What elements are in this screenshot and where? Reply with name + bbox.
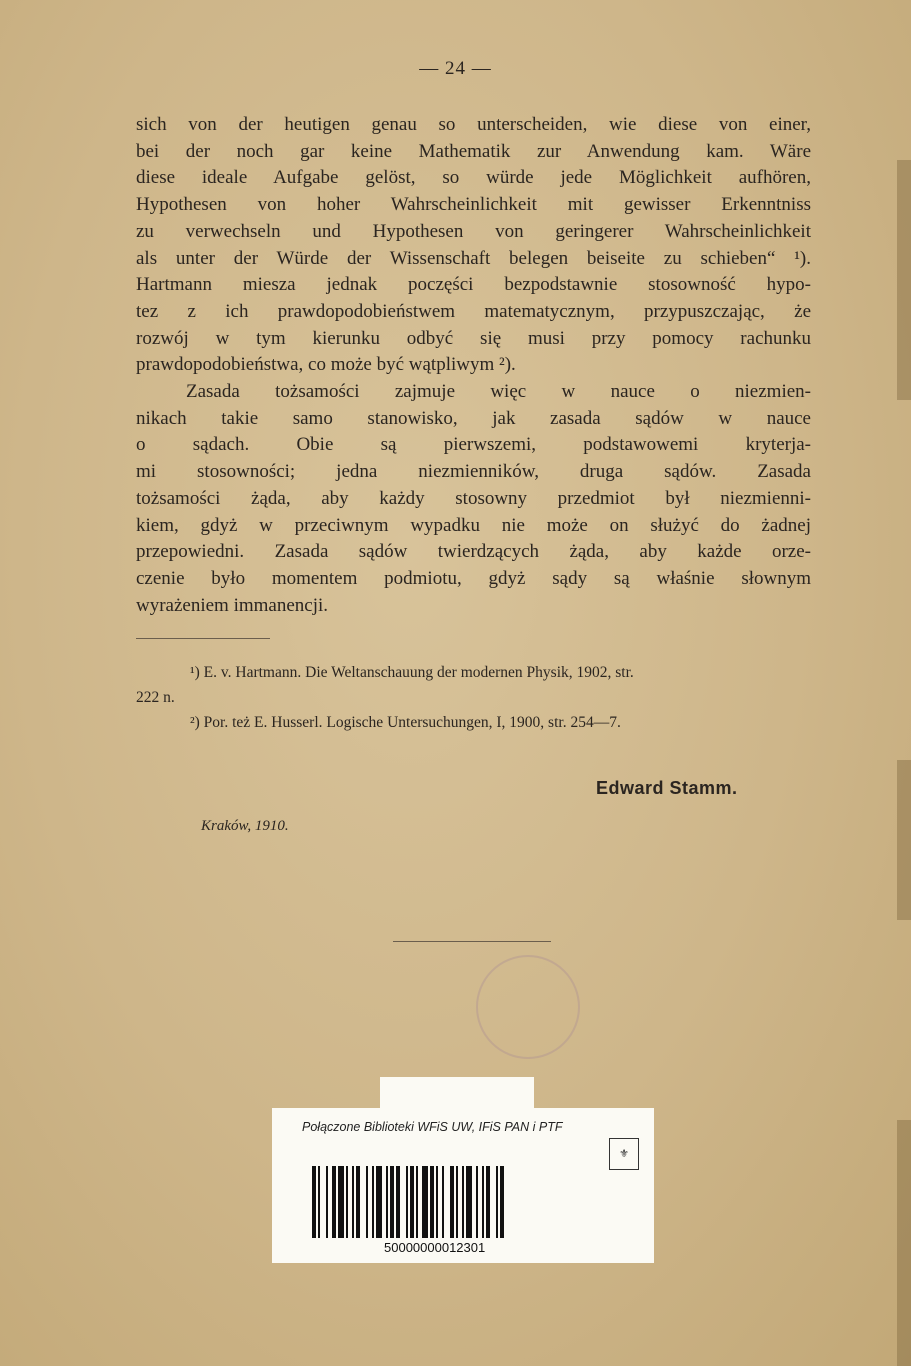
barcode-number: 50000000012301 [384,1240,486,1255]
library-name: Połączone Biblioteki WFiS UW, IFiS PAN i PTF [302,1120,563,1134]
barcode [312,1166,582,1238]
text-line: tez z ich prawdopodobieństwem matematycznym, przypuszczając, że [136,300,811,322]
faded-stamp [476,955,580,1059]
text-line: tożsamości żąda, aby każdy stosowny przedmiot był niezmienni- [136,487,811,509]
text-line: kiem, gdyż w przeciwnym wypadku nie może on służyć do żadnej [136,514,811,536]
library-crest-icon: ⚜ [609,1138,639,1170]
text-line: wyrażeniem immanencji. [136,594,329,616]
text-line: Hartmann miesza jednak poczęści bezpodstawnie stosowność hypo- [136,274,811,296]
text-line: rozwój w tym kierunku odbyć się musi przy pomocy rachunku [136,327,811,349]
page-number: — 24 — [419,58,492,79]
text-line: als unter der Würde der Wissenschaft belegen beiseite zu schieben“ ¹). [136,247,811,269]
body-text [136,112,811,619]
footnote: ²) Por. też E. Husserl. Logische Untersuchungen, I, 1900, str. 254—7. [190,714,621,731]
footnotes [136,660,811,735]
label-tab [380,1077,534,1112]
text-line: sich von der heutigen genau so unterscheiden, wie diese von einer, [136,114,811,135]
text-line: Hypothesen von hoher Wahrscheinlichkeit mit gewisser Erkenntniss [136,194,811,216]
footnote-divider [136,638,270,639]
text-line: przepowiedni. Zasada sądów twierdzących żąda, aby każde orze- [136,541,811,563]
text-line: mi stosowności; jedna niezmienników, druga sądów. Zasada [136,461,811,483]
text-line: bei der noch gar keine Mathematik zur Anwendung kam. Wäre [136,140,811,162]
author-signature: Edward Stamm. [596,778,738,798]
text-line: prawdopodobieństwa, co może być wątpliwym ²). [136,354,516,376]
text-line: diese ideale Aufgabe gelöst, so würde jede Möglichkeit aufhören, [136,167,811,189]
edge-stain [897,1120,911,1366]
closing-rule [393,941,551,942]
edge-stain [897,760,911,920]
edge-stain [897,160,911,400]
footnote: 222 n. [136,689,175,706]
text-line: o sądach. Obie są pierwszemi, podstawowemi kryterja- [136,434,811,456]
place-date: Kraków, 1910. [201,818,289,834]
library-label [272,1108,654,1263]
text-line: Zasada tożsamości zajmuje więc w nauce o niezmien- [186,381,811,403]
text-line: czenie było momentem podmiotu, gdyż sądy są właśnie słownym [136,567,811,589]
text-line: nikach takie samo stanowisko, jak zasada sądów w nauce [136,407,811,429]
text-line: zu verwechseln und Hypothesen von geringerer Wahrscheinlichkeit [136,220,811,242]
footnote: ¹) E. v. Hartmann. Die Weltanschauung der modernen Physik, 1902, str. [190,664,634,681]
